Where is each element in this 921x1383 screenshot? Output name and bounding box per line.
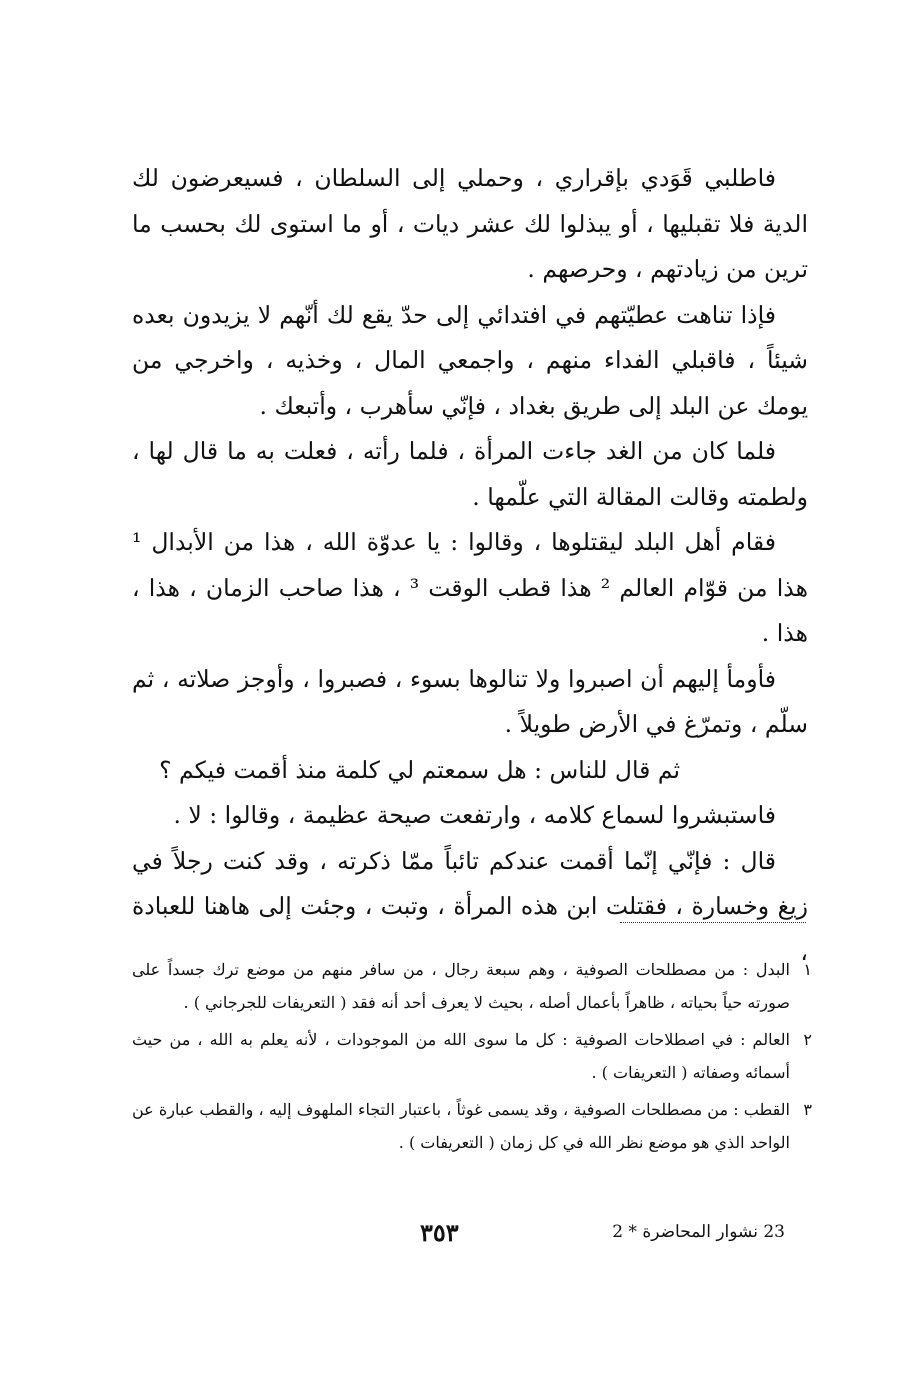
paragraph: فإذا تناهت عطيّتهم في افتدائي إلى حدّ يقع لك أنّهم لا يزيدون بعده شيئاً ، فاقبلي الفداء منهم ، واجمعي المال ، وخذيه ، واخرجي من يومك عن البلد إلى طريق بغداد ، فإنّي سأهرب ، وأتبعك . [132,300,808,420]
paragraph: فقام أهل البلد ليقتلوها ، وقالوا : يا عدوّة الله ، هذا من الأبدال ¹ هذا من قوّام العالم ² هذا قطب الوقت ³ ، هذا صاحب الزمان ، هذا ، هذا . [132,528,808,647]
footnote-text: القطب : من مصطلحات الصوفية ، وقد يسمى غوثاً ، باعتبار التجاء الملهوف إليه ، والقطب عبارة عن الواحد الذي هو موضع نظر الله في كل زمان ( التعريفات ) . [132,1100,790,1152]
footnotes [132,953,812,1163]
footnote-divider [620,922,806,923]
main-text [132,156,808,975]
footnote-text: العالم : في اصطلاحات الصوفية : كل ما سوى الله من الموجودات ، لأنه يعلم به الله ، من حيث أسمائه وصفاته ( التعريفات ) . [132,1030,790,1082]
paragraph: فلما كان من الغد جاءت المرأة ، فلما رأته ، فعلت به ما قال لها ، ولطمته وقالت المقالة التي علّمها . [132,437,808,511]
page-number: ٣٥٣ [420,1218,459,1247]
paragraph: فاطلبي قَوَدي بإقراري ، وحملي إلى السلطان ، فسيعرضون لك الدية فلا تقبليها ، أو يبذلوا لك عشر ديات ، أو ما استوى لك بحسب ما ترين من زيادتهم ، وحرصهم . [132,164,808,283]
footnote-text: البدل : من مصطلحات الصوفية ، وهم سبعة رجال ، من سافر منهم من موضع ترك جسداً على صورته حياً بحياته ، ظاهراً بأعمال أصله ، بحيث لا يعرف أحد أنه فقد ( التعريفات للجرجاني ) . [132,960,791,1012]
footnote [132,1023,812,1089]
paragraph: قال : فإنّي إنّما أقمت عندكم تائباً ممّا ذكرته ، وقد كنت رجلاً في زيغ وخسارة ، فقتلت ابن هذه المرأة ، وتبت ، وجئت إلى هاهنا للعبادة ، [132,846,808,966]
paragraph: فأومأ إليهم أن اصبروا ولا تنالوها بسوء ، فصبروا ، وأوجز صلاته ، ثم سلّم ، وتمرّغ في الأرض طويلاً . [132,664,808,738]
footnote-number: ٣ [803,1100,812,1119]
paragraph: ثم قال للناس : هل سمعتم لي كلمة منذ أقمت فيكم ؟ [159,755,680,784]
footnote-number: ٢ [803,1030,812,1049]
page-footer [0,1218,921,1252]
paragraph: فاستبشروا لسماع كلامه ، وارتفعت صيحة عظيمة ، وقالوا : لا . [173,801,776,829]
footnote-number: ١ [803,960,812,979]
footnote [132,1093,812,1159]
printer-signature: 23 نشوار المحاضرة * 2 [612,1222,785,1242]
footnote [132,953,812,1019]
